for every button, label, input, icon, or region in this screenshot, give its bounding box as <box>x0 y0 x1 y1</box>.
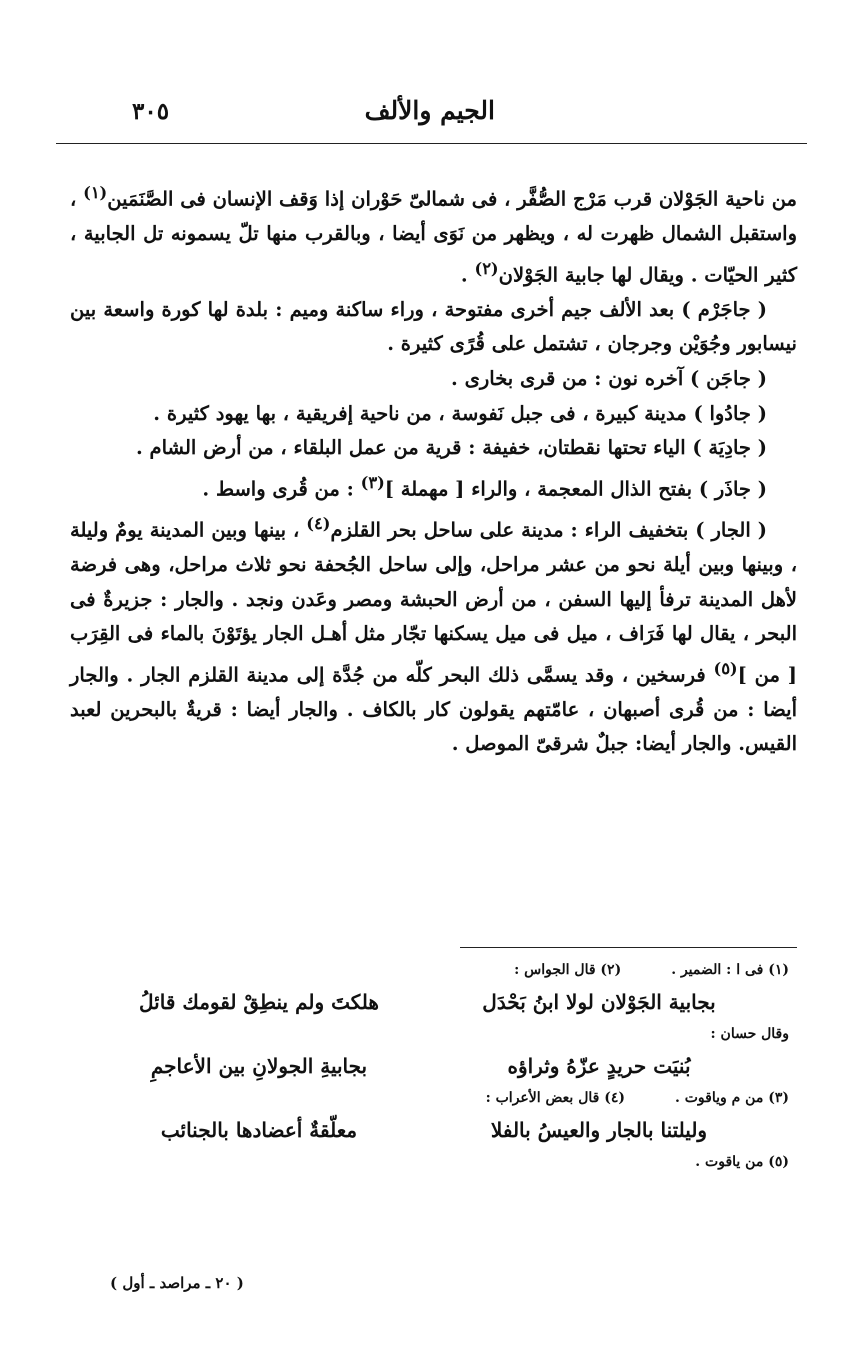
footnote-5: (٥) من ياقوت . <box>695 1154 789 1170</box>
verse-hemistich: هلكتَ ولم ينطِقْ لقومك قائلُ <box>139 990 379 1014</box>
verse-hemistich: بجابيةِ الجولانِ بين الأعاجمِ <box>150 1054 368 1078</box>
verse-line <box>70 982 789 1022</box>
running-title: الجيم والألف <box>364 96 495 125</box>
verse-hemistich: معلّقةٌ أعضادها بالجنائب <box>160 1118 358 1142</box>
verse-line <box>70 1110 789 1150</box>
header-rule <box>56 143 807 144</box>
printer-signature: ( ٢٠ ـ مراصد ـ أول ) <box>110 1274 244 1292</box>
footnotes <box>70 958 789 1174</box>
footnote-rule <box>460 947 797 948</box>
entry-jajarm: ( جاجَرْم ) بعد الألف جيم أخرى مفتوحة ، وراء ساكنة وميم : بلدة لها كورة واسعة بين نيسابور وجُوَيْن وجرجان ، تشتمل على قُرًى كثيرة . <box>70 297 797 356</box>
entry-jaduwa: ( جادُوا ) مدينة كبيرة ، فى جبل نَفوسة ، من ناحية إفريقية ، بها يهود كثيرة . <box>153 401 767 425</box>
page-header <box>56 96 807 140</box>
verse-hemistich: وليلتنا بالجار والعيسُ بالفلا <box>490 1118 708 1142</box>
footnote-1: (١) فى ا : الضمير . <box>671 962 789 978</box>
footnote-line <box>70 1086 789 1110</box>
footnote-2: (٢) قال الجواس : <box>514 962 622 978</box>
entry-jadhar: ( جاذَر ) بفتح الذال المعجمة ، والراء [ مهملة ]$^{(٣)}$ : من قُرى واسط . <box>202 472 767 501</box>
entry-al-jar: ( الجار ) بتخفيف الراء : مدينة على ساحل بحر القلزم$^{(٤)}$ ، بينها وبين المدينة يومٌ وليلة ، وبينها وبين أيلة نحو من عشر مراحل، وإلى ساحل الجُحفة نحو ثلاث مراحل، وهى فرضة لأهل المدينة ترفأ إليها السفن ، من أرض الحبشة ومصر وعَدن ونجد . والجار : جزيرةٌ فى البحر ، يقال لها فَرَاف ، ميل فى ميل يسكنها تجّار مثل أهـل الجار يؤتَوْنَ بالماء فى القِرَب [ من ]$^{(٥)}$ فرسخين ، وقد يسمَّى ذلك البحر كلّه من جُدَّة إلى مدينة القلزم الجار . والجار أيضا : من قُرى أصبهان ، عامّتهم يقولون كار بالكاف . والجار أيضا : قريةٌ بالبحرين لعبد القيس. والجار أيضا: جبلٌ شرقىّ الموصل . <box>70 513 797 756</box>
footnote-3: (٣) من م وياقوت . <box>674 1090 789 1106</box>
paragraph: من ناحية الجَوْلان قرب مَرْج الصُّفَّر ، فى شمالىّ حَوْران إذا وَقف الإنسان فى الصَّنَمَين$^{(١)}$ ، واستقبل الشمال ظهرت له ، ويظهر من نَوَى أيضا ، وبالقرب منها تلّ يسمونه تل الجابية ، كثير الحيّات . ويقال لها جابية الجَوْلان$^{(٢)}$ . <box>70 183 797 287</box>
footnote-line <box>70 958 789 982</box>
verse-hemistich: بُنيَت حريدٍ عزّهُ وثراؤه <box>507 1054 691 1078</box>
footnote-line: وقال حسان : <box>710 1026 789 1042</box>
verse-hemistich: بجابية الجَوْلان لولا ابنُ بَحْدَل <box>482 990 716 1014</box>
page-number: ٣٠٥ <box>132 98 170 125</box>
entry-jadiya: ( جادِيَة ) الياء تحتها نقطتان، خفيفة : قرية من عمل البلقاء ، من أرض الشام . <box>135 436 767 460</box>
entry-jajan: ( جاجَن ) آخره نون : من قرى بخارى . <box>451 366 767 390</box>
verse-line <box>70 1046 789 1086</box>
main-text <box>70 176 797 762</box>
footnote-4: (٤) قال بعض الأعراب : <box>485 1090 625 1106</box>
